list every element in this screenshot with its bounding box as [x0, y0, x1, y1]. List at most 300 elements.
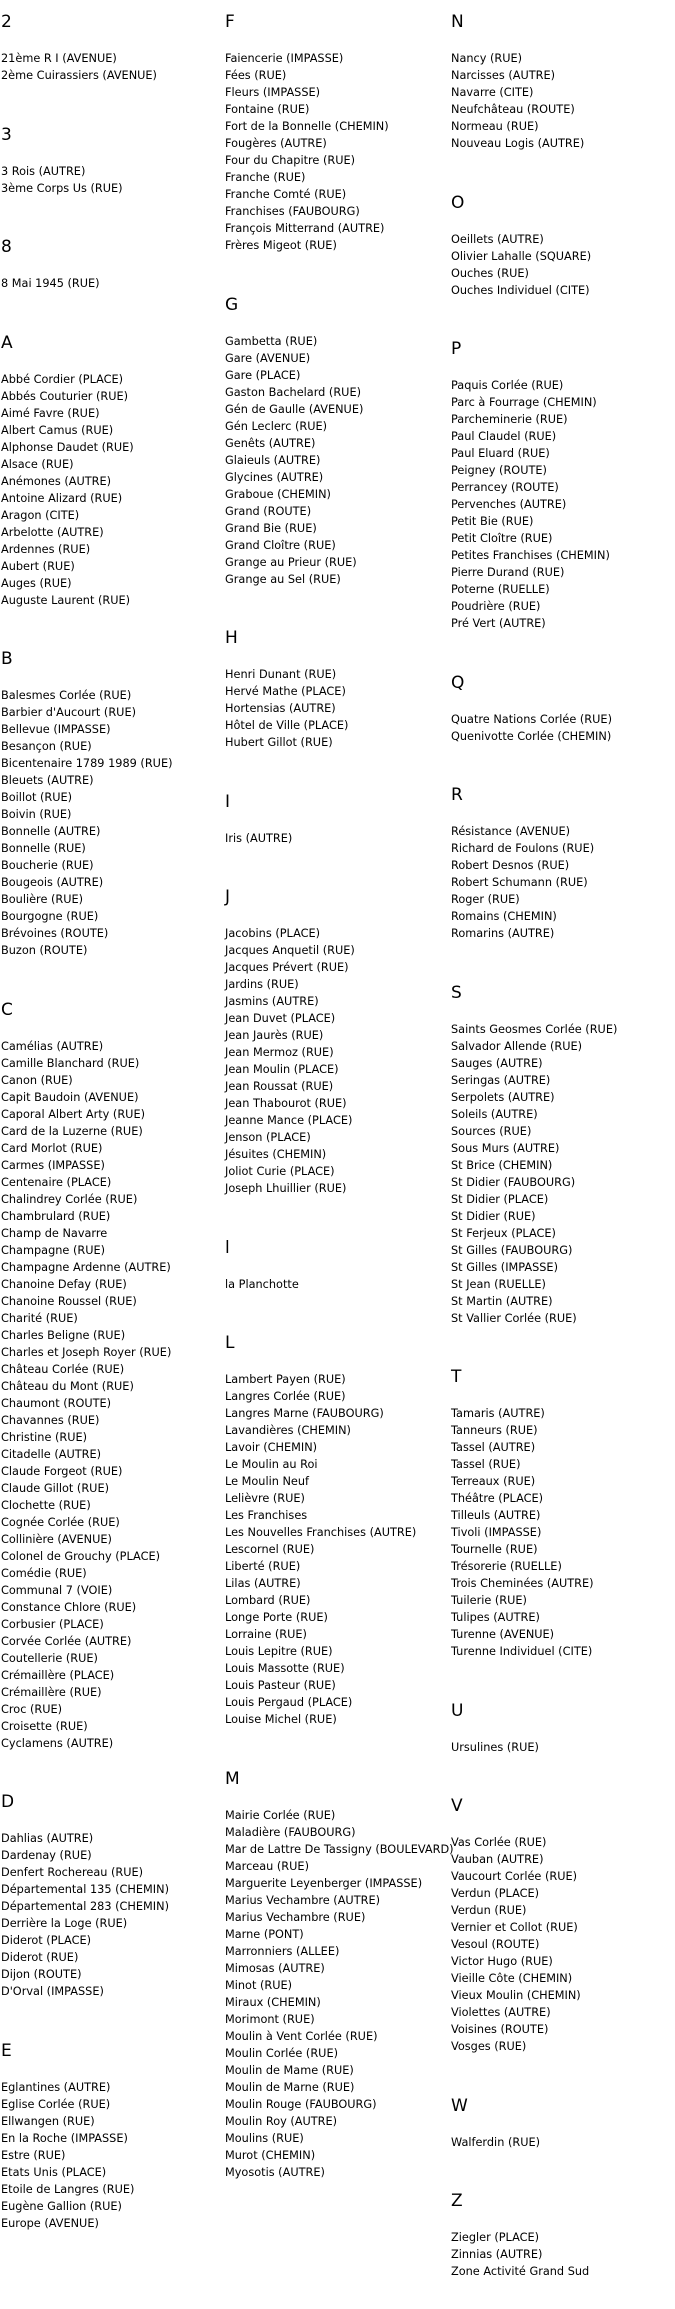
street-entry[interactable]: Serpolets (AUTRE) [451, 1090, 555, 1104]
street-entry[interactable]: Trois Cheminées (AUTRE) [451, 1577, 594, 1590]
letter-section [225, 0, 450, 254]
street-entry[interactable]: Derrière la Loge (RUE) [1, 1917, 128, 1930]
street-entry[interactable]: Vieille Côte (CHEMIN) [451, 1972, 573, 1985]
street-entry[interactable]: Cyclamens (AUTRE) [1, 1736, 114, 1750]
street-entry[interactable]: Pervenches (AUTRE) [451, 498, 567, 511]
street-entry[interactable]: Départemental 283 (CHEMIN) [1, 1900, 169, 1913]
street-entry[interactable]: Grange au Sel (RUE) [225, 572, 341, 586]
street-entry[interactable]: Nancy (RUE) [451, 52, 523, 65]
street-entry[interactable]: la Planchotte [225, 1277, 299, 1291]
street-entry[interactable]: Grand Bie (RUE) [225, 521, 317, 535]
street-entry[interactable]: Louise Michel (RUE) [225, 1713, 337, 1726]
street-entry[interactable]: Ellwangen (RUE) [1, 2114, 95, 2128]
street-entry[interactable]: Caporal Albert Arty (RUE) [1, 1107, 145, 1121]
section-letter-heading: J [225, 887, 231, 907]
street-entry[interactable]: Moulin Roy (AUTRE) [225, 2114, 338, 2128]
letter-section [225, 1226, 450, 1293]
street-entry[interactable]: Comédie (RUE) [1, 1566, 87, 1580]
street-entry[interactable]: Aragon (CITE) [1, 508, 80, 522]
street-entry[interactable]: Walferdin (RUE) [451, 2135, 541, 2149]
street-entry[interactable]: Neufchâteau (ROUTE) [451, 103, 575, 116]
street-entry[interactable]: Narcisses (AUTRE) [451, 69, 556, 82]
street-entry[interactable]: Jardins (RUE) [225, 978, 299, 991]
street-entry[interactable]: Lavoir (CHEMIN) [225, 1441, 318, 1454]
street-entry[interactable]: Tivoli (IMPASSE) [451, 1526, 542, 1539]
street-entry[interactable]: Mairie Corlée (RUE) [225, 1808, 336, 1822]
street-entry[interactable]: Card de la Luzerne (RUE) [1, 1124, 143, 1138]
street-entry[interactable]: Brévoines (ROUTE) [1, 927, 109, 940]
street-entry[interactable]: Moulin Rouge (FAUBOURG) [225, 2097, 377, 2111]
street-entry[interactable]: Pré Vert (AUTRE) [451, 617, 546, 630]
section-letter-heading: U [451, 1700, 464, 1721]
street-entry[interactable]: Lelièvre (RUE) [225, 1492, 305, 1505]
street-entry[interactable]: Franche (RUE) [225, 171, 306, 184]
street-entry[interactable]: En la Roche (IMPASSE) [1, 2131, 128, 2145]
street-entry[interactable]: Christine (RUE) [1, 1430, 88, 1444]
street-entry[interactable]: Jean Thabourot (RUE) [225, 1097, 347, 1110]
street-entry[interactable]: Fougères (AUTRE) [225, 137, 327, 150]
street-entry[interactable]: Tassel (AUTRE) [451, 1441, 536, 1454]
street-entry[interactable]: Estre (RUE) [1, 2148, 66, 2162]
street-entry[interactable]: Charles Beligne (RUE) [1, 1328, 126, 1342]
section-letter-heading: N [451, 12, 464, 32]
street-entry[interactable]: Louis Lepitre (RUE) [225, 1645, 333, 1658]
street-entry[interactable]: Abbés Couturier (RUE) [1, 389, 129, 403]
street-entry[interactable]: Normeau (RUE) [451, 120, 539, 133]
street-entry[interactable]: Ardennes (RUE) [1, 542, 91, 556]
street-entry[interactable]: Zone Activité Grand Sud [451, 2265, 590, 2278]
street-entry[interactable]: Carmes (IMPASSE) [1, 1158, 105, 1172]
street-entry[interactable]: Europe (AVENUE) [1, 2216, 99, 2230]
street-entry[interactable]: Petites Franchises (CHEMIN) [451, 549, 610, 562]
street-entry[interactable]: Voisines (ROUTE) [451, 2023, 549, 2036]
street-entry[interactable]: Canon (RUE) [1, 1073, 73, 1087]
street-entry[interactable]: Bellevue (IMPASSE) [1, 723, 111, 736]
street-entry[interactable]: Jacques Anquetil (RUE) [225, 944, 355, 957]
street-entry[interactable]: St Gilles (FAUBOURG) [451, 1243, 573, 1257]
street-entry[interactable]: Château du Mont (RUE) [1, 1379, 134, 1393]
street-entry[interactable]: Soleils (AUTRE) [451, 1107, 538, 1121]
street-entry[interactable]: Romarins (AUTRE) [451, 927, 555, 940]
street-entry[interactable]: Corvée Corlée (AUTRE) [1, 1634, 132, 1648]
street-entry[interactable]: Marius Vechambre (RUE) [225, 1910, 366, 1924]
street-entry[interactable]: Bourgogne (RUE) [1, 910, 99, 923]
street-entry[interactable]: Denfert Rochereau (RUE) [1, 1866, 144, 1879]
street-entry[interactable]: Graboue (CHEMIN) [225, 487, 331, 501]
street-entry[interactable]: Four du Chapitre (RUE) [225, 154, 356, 167]
street-entry[interactable]: Camille Blanchard (RUE) [1, 1056, 140, 1070]
street-entry[interactable]: Maladière (FAUBOURG) [225, 1825, 356, 1839]
street-entry[interactable]: Chalindrey Corlée (RUE) [1, 1192, 138, 1206]
street-entry[interactable]: Claude Forgeot (RUE) [1, 1464, 123, 1478]
street-entry[interactable]: Chambrulard (RUE) [1, 1209, 111, 1223]
street-entry[interactable]: St Jean (RUELLE) [451, 1277, 546, 1291]
street-entry[interactable]: D'Orval (IMPASSE) [1, 1985, 104, 1998]
street-entry[interactable]: Jacques Prévert (RUE) [225, 961, 349, 974]
street-entry[interactable]: Louis Massotte (RUE) [225, 1662, 345, 1675]
street-entry[interactable]: Joseph Lhuillier (RUE) [225, 1182, 347, 1195]
street-entry[interactable]: Chanoine Roussel (RUE) [1, 1294, 137, 1308]
street-entry[interactable]: Diderot (RUE) [1, 1951, 79, 1964]
street-entry[interactable]: 2ème Cuirassiers (AVENUE) [1, 69, 157, 82]
street-entry[interactable]: Croc (RUE) [1, 1702, 63, 1716]
street-entry[interactable]: Résistance (AVENUE) [451, 825, 571, 838]
street-entry[interactable]: Bonnelle (RUE) [1, 842, 86, 855]
letter-section [451, 1689, 673, 1756]
street-entry[interactable]: Hortensias (AUTRE) [225, 702, 336, 715]
street-entry[interactable]: Alsace (RUE) [1, 457, 74, 471]
street-entry[interactable]: Jésuites (CHEMIN) [225, 1148, 327, 1161]
street-entry[interactable]: Collinière (AVENUE) [1, 1532, 112, 1546]
street-entry[interactable]: Le Moulin Neuf [225, 1475, 310, 1488]
street-entry[interactable]: Moulin Corlée (RUE) [225, 2046, 338, 2060]
street-entry[interactable]: Faiencerie (IMPASSE) [225, 52, 344, 65]
street-entry[interactable]: Tanneurs (RUE) [451, 1424, 538, 1437]
street-entry[interactable]: Quatre Nations Corlée (RUE) [451, 712, 612, 726]
street-entry[interactable]: Marronniers (ALLEE) [225, 1944, 340, 1958]
street-entry[interactable]: Chanoine Defay (RUE) [1, 1277, 127, 1291]
street-entry[interactable]: Lavandières (CHEMIN) [225, 1424, 351, 1437]
street-entry[interactable]: Bougeois (AUTRE) [1, 876, 104, 889]
street-entry[interactable]: Henri Dunant (RUE) [225, 668, 337, 681]
street-entry[interactable]: Marguerite Leyenberger (IMPASSE) [225, 1876, 423, 1890]
street-entry[interactable]: Crémaillère (PLACE) [1, 1668, 115, 1682]
street-entry[interactable]: Murot (CHEMIN) [225, 2148, 316, 2162]
street-entry[interactable]: Fées (RUE) [225, 69, 287, 82]
street-entry[interactable]: Paul Claudel (RUE) [451, 430, 557, 443]
street-entry[interactable]: Diderot (PLACE) [1, 1934, 92, 1947]
street-entry[interactable]: Marius Vechambre (AUTRE) [225, 1893, 380, 1907]
street-entry[interactable]: Clochette (RUE) [1, 1498, 91, 1512]
street-entry[interactable]: Centenaire (PLACE) [1, 1175, 112, 1189]
street-entry[interactable]: Joliot Curie (PLACE) [225, 1165, 335, 1178]
street-entry[interactable]: Abbé Cordier (PLACE) [1, 372, 124, 386]
street-entry[interactable]: Marceau (RUE) [225, 1859, 309, 1873]
street-entry[interactable]: Jean Moulin (PLACE) [225, 1063, 339, 1076]
street-entry[interactable]: Card Morlot (RUE) [1, 1141, 103, 1155]
section-letter-heading: 2 [1, 12, 12, 32]
street-entry[interactable]: Claude Gillot (RUE) [1, 1481, 109, 1495]
street-entry[interactable]: Fort de la Bonnelle (CHEMIN) [225, 120, 389, 133]
street-entry[interactable]: Fontaine (RUE) [225, 103, 310, 116]
street-entry[interactable]: Buzon (ROUTE) [1, 944, 88, 957]
street-entry[interactable]: Paul Eluard (RUE) [451, 447, 550, 460]
street-entry[interactable]: Fleurs (IMPASSE) [225, 86, 321, 99]
street-entry[interactable]: 8 Mai 1945 (RUE) [1, 277, 100, 290]
street-entry[interactable]: Gén Leclerc (RUE) [225, 419, 328, 433]
street-entry[interactable]: Ouches Individuel (CITE) [451, 283, 590, 297]
street-entry[interactable]: Auguste Laurent (RUE) [1, 593, 131, 607]
street-entry[interactable]: Genêts (AUTRE) [225, 436, 316, 450]
street-entry[interactable]: Moulins (RUE) [225, 2131, 304, 2145]
street-entry[interactable]: St Didier (RUE) [451, 1209, 536, 1223]
street-entry[interactable]: Robert Desnos (RUE) [451, 859, 570, 872]
street-entry[interactable]: Antoine Alizard (RUE) [1, 491, 123, 505]
street-entry[interactable]: Franche Comté (RUE) [225, 188, 347, 201]
street-entry[interactable]: Les Franchises [225, 1509, 308, 1522]
street-entry[interactable]: Lombard (RUE) [225, 1594, 311, 1607]
street-entry[interactable]: Mimosas (AUTRE) [225, 1961, 325, 1975]
letter-section [451, 661, 673, 745]
letter-section [451, 971, 673, 1327]
section-letter-heading: V [451, 1796, 463, 1816]
street-entry[interactable]: Vieux Moulin (CHEMIN) [451, 1989, 581, 2002]
street-entry[interactable]: Quenivotte Corlée (CHEMIN) [451, 729, 612, 743]
street-entry[interactable]: Peigney (ROUTE) [451, 464, 547, 477]
street-entry[interactable]: Champ de Navarre [1, 1226, 108, 1240]
street-entry[interactable]: Albert Camus (RUE) [1, 423, 114, 437]
street-entry[interactable]: Moulin de Mame (RUE) [225, 2063, 354, 2077]
street-entry[interactable]: Poterne (RUELLE) [451, 583, 550, 596]
street-entry[interactable]: Bleuets (AUTRE) [1, 774, 94, 787]
street-entry[interactable]: Jenson (PLACE) [225, 1131, 311, 1144]
street-entry[interactable]: Glycines (AUTRE) [225, 470, 324, 484]
street-entry[interactable]: Coutellerie (RUE) [1, 1651, 98, 1665]
street-entry[interactable]: Turenne Individuel (CITE) [451, 1645, 593, 1658]
street-entry[interactable]: Capit Baudoin (AVENUE) [1, 1090, 139, 1104]
street-entry[interactable]: Richard de Foulons (RUE) [451, 842, 595, 855]
street-entry[interactable]: Vosges (RUE) [451, 2040, 527, 2053]
street-entry[interactable]: Roger (RUE) [451, 893, 520, 906]
street-entry[interactable]: Morimont (RUE) [225, 2012, 315, 2026]
street-entry[interactable]: Zinnias (AUTRE) [451, 2248, 543, 2261]
street-entry[interactable]: Myosotis (AUTRE) [225, 2165, 325, 2179]
street-entry[interactable]: 3 Rois (AUTRE) [1, 164, 86, 178]
letter-section [1, 321, 221, 609]
section-letter-heading: E [1, 2040, 12, 2061]
letter-section [1, 0, 221, 84]
letter-section [1, 225, 221, 292]
street-entry[interactable]: Langres Corlée (RUE) [225, 1390, 346, 1403]
street-entry[interactable]: Besançon (RUE) [1, 740, 92, 753]
street-entry[interactable]: Glaieuls (AUTRE) [225, 453, 321, 467]
street-entry[interactable]: Camélias (AUTRE) [1, 1039, 104, 1053]
street-entry[interactable]: Moulin à Vent Corlée (RUE) [225, 2029, 378, 2043]
street-entry[interactable]: Lorraine (RUE) [225, 1628, 307, 1641]
street-entry[interactable]: Tassel (RUE) [451, 1458, 521, 1471]
street-entry[interactable]: Parc à Fourrage (CHEMIN) [451, 396, 597, 409]
street-entry[interactable]: Ziegler (PLACE) [451, 2231, 540, 2244]
street-entry[interactable]: Olivier Lahalle (SQUARE) [451, 249, 592, 263]
street-entry[interactable]: Bonnelle (AUTRE) [1, 825, 101, 838]
street-entry[interactable]: Dahlias (AUTRE) [1, 1832, 94, 1845]
letter-section [225, 780, 450, 847]
street-entry[interactable]: Tuilerie (RUE) [451, 1594, 527, 1607]
street-entry[interactable]: Lambert Payen (RUE) [225, 1373, 346, 1386]
street-entry[interactable]: Liberté (RUE) [225, 1560, 301, 1573]
street-entry[interactable]: Corbusier (PLACE) [1, 1617, 104, 1631]
street-entry[interactable]: Paquis Corlée (RUE) [451, 379, 564, 392]
street-entry[interactable]: Seringas (AUTRE) [451, 1073, 551, 1087]
street-entry[interactable]: Château Corlée (RUE) [1, 1362, 125, 1376]
street-entry[interactable]: Franchises (FAUBOURG) [225, 205, 360, 218]
street-entry[interactable]: Pierre Durand (RUE) [451, 566, 565, 579]
street-entry[interactable]: Longe Porte (RUE) [225, 1611, 328, 1624]
street-entry[interactable]: Aimé Favre (RUE) [1, 406, 100, 420]
street-entry[interactable]: Vauban (AUTRE) [451, 1853, 544, 1866]
street-entry[interactable]: Navarre (CITE) [451, 86, 534, 99]
street-entry[interactable]: Louis Pasteur (RUE) [225, 1679, 336, 1692]
street-entry[interactable]: 3ème Corps Us (RUE) [1, 181, 123, 195]
street-entry[interactable]: Frères Migeot (RUE) [225, 239, 337, 252]
street-entry[interactable]: Barbier d'Aucourt (RUE) [1, 706, 136, 719]
street-entry[interactable]: Gaston Bachelard (RUE) [225, 385, 361, 399]
street-entry[interactable]: Les Nouvelles Franchises (AUTRE) [225, 1526, 417, 1539]
street-entry[interactable]: Croisette (RUE) [1, 1719, 88, 1733]
street-entry[interactable]: Eglantines (AUTRE) [1, 2080, 111, 2094]
street-entry[interactable]: Langres Marne (FAUBOURG) [225, 1407, 384, 1420]
street-entry[interactable]: Colonel de Grouchy (PLACE) [1, 1549, 161, 1563]
street-entry[interactable]: Grange au Prieur (RUE) [225, 555, 357, 569]
street-entry[interactable]: François Mitterrand (AUTRE) [225, 222, 385, 235]
street-entry[interactable]: Sauges (AUTRE) [451, 1056, 543, 1070]
street-entry[interactable]: Robert Schumann (RUE) [451, 876, 588, 889]
street-entry[interactable]: Marne (PONT) [225, 1927, 304, 1941]
street-entry[interactable]: St Didier (FAUBOURG) [451, 1175, 576, 1189]
street-entry[interactable]: Hervé Mathe (PLACE) [225, 685, 346, 698]
street-entry[interactable]: Boillot (RUE) [1, 791, 73, 804]
street-entry[interactable]: Parcheminerie (RUE) [451, 413, 568, 426]
letter-section [225, 616, 450, 751]
street-entry[interactable]: Charles et Joseph Royer (RUE) [1, 1345, 172, 1359]
street-entry[interactable]: Victor Hugo (RUE) [451, 1955, 553, 1968]
street-entry[interactable]: Turenne (AVENUE) [451, 1628, 555, 1641]
street-entry[interactable]: Jeanne Mance (PLACE) [225, 1114, 353, 1127]
street-entry[interactable]: Auges (RUE) [1, 576, 72, 590]
street-entry[interactable]: Tilleuls (AUTRE) [451, 1509, 541, 1522]
street-entry[interactable]: Champagne Ardenne (AUTRE) [1, 1260, 171, 1274]
street-entry[interactable]: Sous Murs (AUTRE) [451, 1141, 560, 1155]
street-entry[interactable]: Ouches (RUE) [451, 266, 529, 280]
street-entry[interactable]: Grand (ROUTE) [225, 504, 312, 518]
street-entry[interactable]: Aubert (RUE) [1, 559, 75, 573]
street-entry[interactable]: Tournelle (RUE) [451, 1543, 538, 1556]
street-entry[interactable]: Grand Cloître (RUE) [225, 538, 336, 552]
street-entry[interactable]: Balesmes Corlée (RUE) [1, 689, 132, 702]
street-entry[interactable]: St Vallier Corlée (RUE) [451, 1311, 577, 1325]
street-entry[interactable]: Verdun (RUE) [451, 1904, 527, 1917]
street-entry[interactable]: Eugène Gallion (RUE) [1, 2199, 122, 2213]
street-entry[interactable]: Gare (AVENUE) [225, 351, 311, 365]
street-entry[interactable]: Violettes (AUTRE) [451, 2006, 551, 2019]
street-entry[interactable]: Dardenay (RUE) [1, 1849, 92, 1862]
street-entry[interactable]: Eglise Corlée (RUE) [1, 2097, 111, 2111]
street-entry[interactable]: Petit Cloître (RUE) [451, 532, 553, 545]
street-entry[interactable]: Chavannes (RUE) [1, 1413, 100, 1427]
street-entry[interactable]: Sources (RUE) [451, 1124, 532, 1138]
street-entry[interactable]: Champagne (RUE) [1, 1243, 106, 1257]
street-entry[interactable]: Vaucourt Corlée (RUE) [451, 1870, 578, 1883]
street-entry[interactable]: Jean Mermoz (RUE) [225, 1046, 334, 1059]
section-letter-heading: H [225, 628, 238, 648]
street-entry[interactable]: Jean Roussat (RUE) [225, 1080, 334, 1093]
street-entry[interactable]: St Martin (AUTRE) [451, 1294, 553, 1308]
street-entry[interactable]: Gare (PLACE) [225, 368, 301, 382]
street-entry[interactable]: Boivin (RUE) [1, 808, 72, 821]
street-entry[interactable]: Gambetta (RUE) [225, 334, 318, 348]
street-entry[interactable]: Bicentenaire 1789 1989 (RUE) [1, 757, 173, 770]
street-entry[interactable]: Louis Pergaud (PLACE) [225, 1696, 353, 1709]
street-entry[interactable]: Boulière (RUE) [1, 893, 84, 906]
street-entry[interactable]: Alphonse Daudet (RUE) [1, 440, 134, 454]
street-entry[interactable]: Mar de Lattre De Tassigny (BOULEVARD) [225, 1842, 454, 1856]
street-entry[interactable]: Communal 7 (VOIE) [1, 1583, 113, 1597]
street-entry[interactable]: Dijon (ROUTE) [1, 1968, 82, 1981]
street-entry[interactable]: Hubert Gillot (RUE) [225, 736, 333, 749]
street-entry[interactable]: Petit Bie (RUE) [451, 515, 534, 528]
letter-section [451, 0, 673, 152]
street-entry[interactable]: Jasmins (AUTRE) [225, 995, 319, 1008]
street-entry[interactable]: Nouveau Logis (AUTRE) [451, 137, 585, 150]
street-entry[interactable]: Poudrière (RUE) [451, 600, 541, 613]
street-entry[interactable]: Salvador Allende (RUE) [451, 1039, 583, 1053]
section-letter-heading: O [451, 192, 465, 213]
street-entry[interactable]: Lilas (AUTRE) [225, 1577, 301, 1590]
street-entry[interactable]: Terreaux (RUE) [451, 1475, 536, 1488]
street-entry[interactable]: Verdun (PLACE) [451, 1887, 540, 1900]
street-entry[interactable]: Anémones (AUTRE) [1, 474, 112, 488]
street-entry[interactable]: Vernier et Collot (RUE) [451, 1921, 578, 1934]
street-entry[interactable]: Chaumont (ROUTE) [1, 1396, 112, 1410]
street-entry[interactable]: Hôtel de Ville (PLACE) [225, 719, 349, 732]
street-entry[interactable]: Jean Jaurès (RUE) [225, 1029, 324, 1042]
street-entry[interactable]: Constance Chlore (RUE) [1, 1600, 137, 1614]
street-entry[interactable]: Tulipes (AUTRE) [451, 1611, 540, 1624]
street-entry[interactable]: St Didier (PLACE) [451, 1192, 549, 1206]
street-entry[interactable]: Saints Geosmes Corlée (RUE) [451, 1022, 618, 1036]
letter-section [451, 773, 673, 942]
letter-section [451, 1784, 673, 2055]
street-entry[interactable]: Gén de Gaulle (AVENUE) [225, 402, 364, 416]
street-entry[interactable]: Miraux (CHEMIN) [225, 1995, 321, 2009]
section-letter-heading: Q [451, 672, 465, 693]
street-entry[interactable]: Ursulines (RUE) [451, 1740, 539, 1754]
street-entry[interactable]: Arbelotte (AUTRE) [1, 525, 104, 539]
street-entry[interactable]: Romains (CHEMIN) [451, 910, 557, 923]
street-entry[interactable]: Moulin de Marne (RUE) [225, 2080, 355, 2094]
street-entry[interactable]: Jean Duvet (PLACE) [225, 1012, 336, 1025]
street-entry[interactable]: Départemental 135 (CHEMIN) [1, 1883, 169, 1896]
street-entry[interactable]: 21ème R I (AVENUE) [1, 52, 117, 65]
street-entry[interactable]: Trésorerie (RUELLE) [451, 1560, 562, 1573]
street-entry[interactable]: Boucherie (RUE) [1, 859, 94, 872]
street-entry[interactable]: Lescornel (RUE) [225, 1543, 315, 1556]
section-letter-heading: L [225, 1333, 235, 1353]
street-entry[interactable]: Citadelle (AUTRE) [1, 1447, 102, 1461]
street-entry[interactable]: Perrancey (ROUTE) [451, 481, 559, 494]
street-entry[interactable]: Minot (RUE) [225, 1978, 293, 1992]
street-entry[interactable]: St Gilles (IMPASSE) [451, 1260, 558, 1274]
street-entry[interactable]: Vas Corlée (RUE) [451, 1836, 547, 1849]
section-letter-heading: Z [451, 2191, 463, 2211]
street-entry[interactable]: St Brice (CHEMIN) [451, 1158, 553, 1172]
street-entry[interactable]: Jacobins (PLACE) [225, 927, 321, 940]
street-entry[interactable]: Oeillets (AUTRE) [451, 232, 544, 246]
street-entry[interactable]: Tamaris (AUTRE) [451, 1407, 545, 1420]
street-entry[interactable]: Etoile de Langres (RUE) [1, 2182, 135, 2196]
street-entry[interactable]: Etats Unis (PLACE) [1, 2165, 107, 2179]
letter-section [451, 181, 673, 299]
street-entry[interactable]: Crémaillère (RUE) [1, 1685, 102, 1699]
street-entry[interactable]: Iris (AUTRE) [225, 831, 293, 845]
street-entry[interactable]: Théâtre (PLACE) [451, 1492, 544, 1505]
letter-section [451, 2179, 673, 2280]
street-entry[interactable]: Charité (RUE) [1, 1311, 78, 1325]
street-entry[interactable]: Le Moulin au Roi [225, 1458, 318, 1471]
street-entry[interactable]: St Ferjeux (PLACE) [451, 1226, 556, 1240]
street-entry[interactable]: Cognée Corlée (RUE) [1, 1515, 120, 1529]
street-entry[interactable]: Vesoul (ROUTE) [451, 1938, 540, 1951]
